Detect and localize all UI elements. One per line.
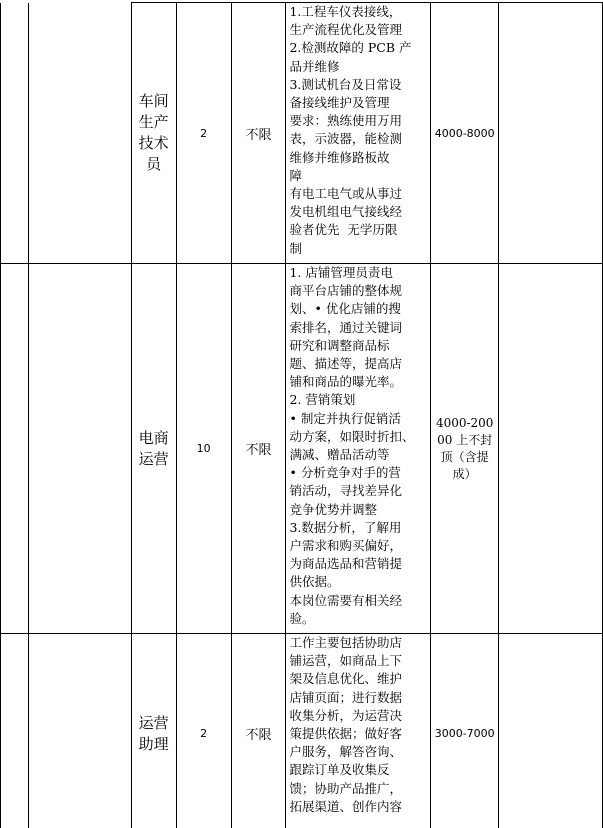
description-cell: 1.工程车仪表接线， 生产流程优化及管理 2.检测故障的 PCB 产 品并维修 3.测试机台及日常设 备接线维护及管理 要求：熟练使用万用 表，示波器，能检测 维修并维修路板故 障 有电工电气或从事过 发电机组电气接线经 验者优先 无学历限 制: [286, 3, 431, 264]
table-row: [1, 3, 603, 264]
requirement-cell: 不限: [231, 634, 286, 828]
headcount-cell: 2: [176, 3, 231, 264]
blank-cell: [499, 264, 603, 634]
table-row: [1, 264, 603, 634]
blank-cell: [1, 3, 29, 264]
description-cell: 工作主要包括协助店 铺运营，如商品上下 架及信息优化、维护 店铺页面；进行数据 收集分析，为运营决 策提供依据；做好客 户服务，解答咨询、 跟踪订单及收集反 馈；协助产品推广， 拓展渠道、创作内容: [286, 634, 431, 828]
requirement-cell: 不限: [231, 264, 286, 634]
blank-cell: [1, 634, 29, 828]
position-cell: 运营 助理: [131, 634, 176, 828]
blank-cell: [28, 264, 131, 634]
position-cell: 电商 运营: [131, 264, 176, 634]
salary-cell: 3000-7000: [431, 634, 499, 828]
table-row: [1, 634, 603, 828]
job-table: [0, 2, 603, 828]
blank-cell: [499, 3, 603, 264]
description-cell: 1. 店铺管理员责电 商平台店铺的整体规 划、• 优化店铺的搜 索排名，通过关键词 研究和调整商品标 题、描述等，提高店 铺和商品的曝光率。 2. 营销策划 • 制定并执行促销活 动方案，如限时折扣、 满减、赠品活动等 • 分析竞争对手的营 销活动，寻找差异化 竞争优势并调整 3.数据分析，了解用 户需求和购买偏好， 为商品选品和营销提 供依据。 本岗位需要有相关经 验。: [286, 264, 431, 634]
headcount-cell: 10: [176, 264, 231, 634]
blank-cell: [28, 634, 131, 828]
salary-cell: 4000-20000 上不封顶（含提成）: [431, 264, 499, 634]
headcount-cell: 2: [176, 634, 231, 828]
requirement-cell: 不限: [231, 3, 286, 264]
blank-cell: [499, 634, 603, 828]
position-cell: 车间 生产 技术 员: [131, 3, 176, 264]
salary-cell: 4000-8000: [431, 3, 499, 264]
blank-cell: [28, 3, 131, 264]
blank-cell: [1, 264, 29, 634]
